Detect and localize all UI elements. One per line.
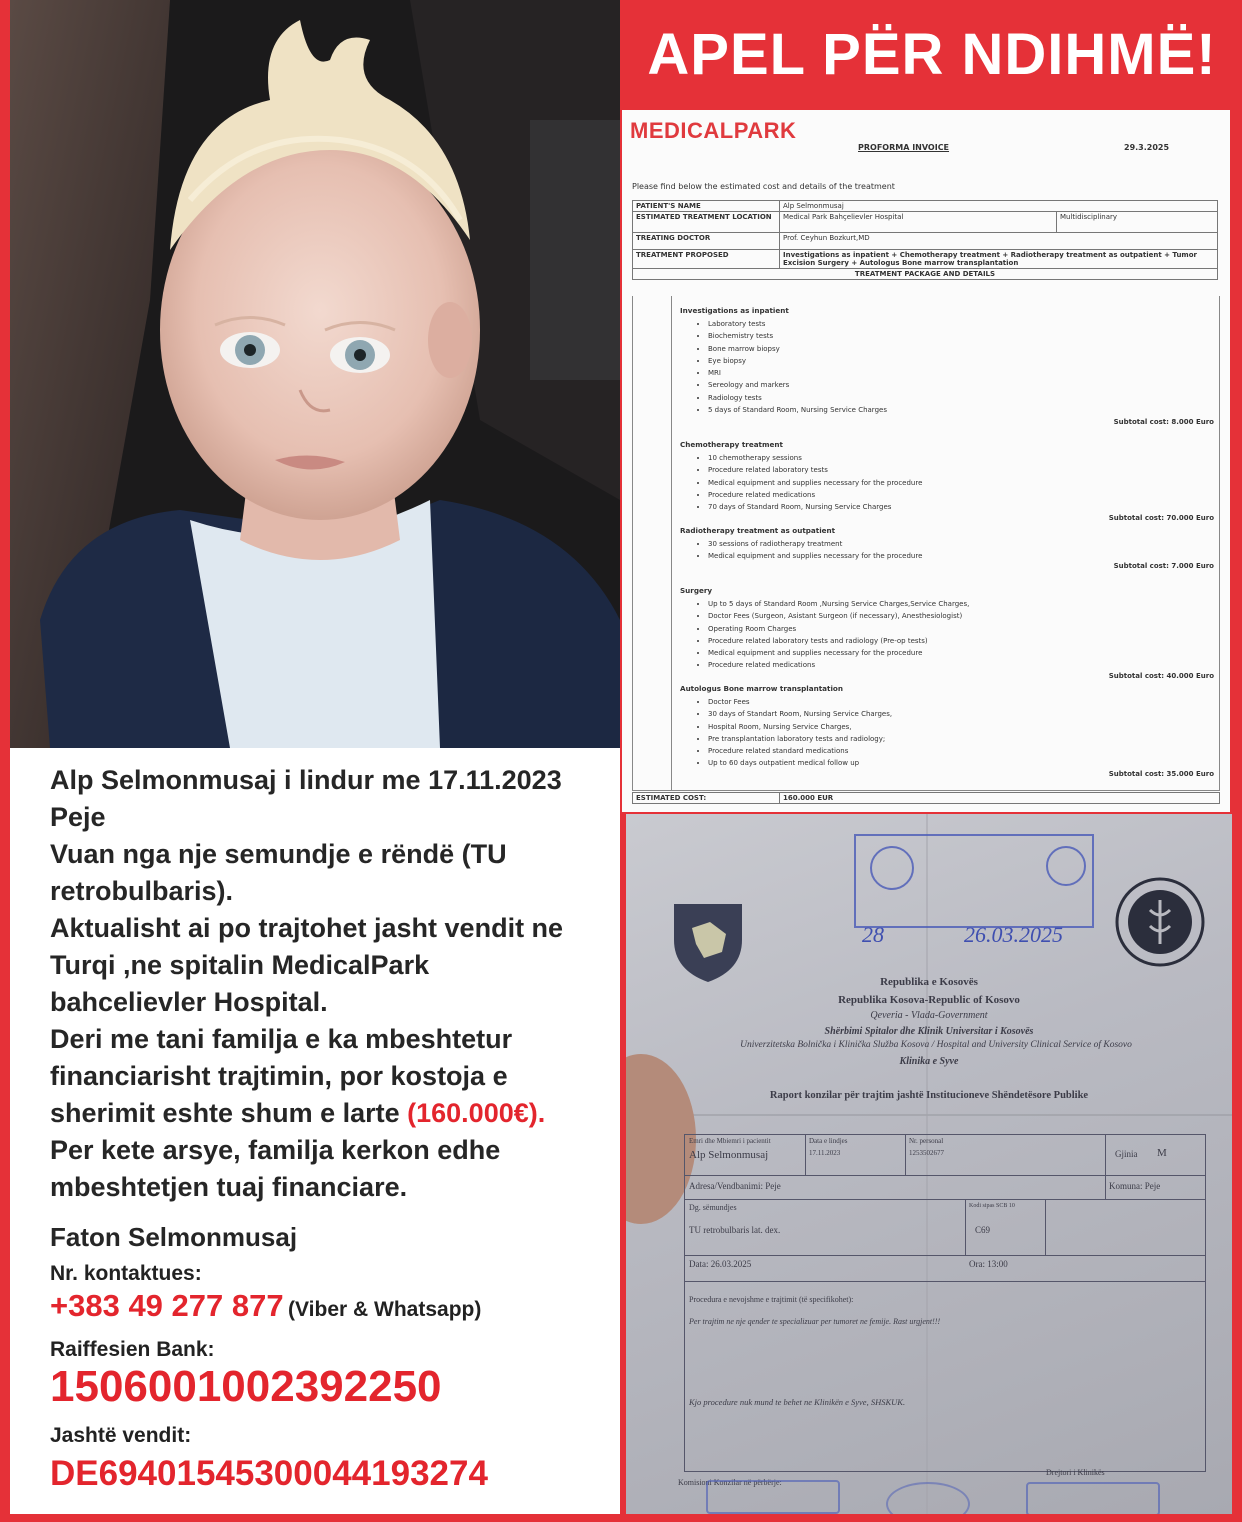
field-label: ESTIMATED TREATMENT LOCATION <box>633 212 780 233</box>
list-item: • Up to 60 days outpatient medical follow up <box>708 757 892 769</box>
form-line <box>805 1135 806 1175</box>
appeal-line: Deri me tani familja e ka mbeshtetur <box>50 1024 513 1054</box>
date-label: Data: 26.03.2025 <box>689 1259 752 1269</box>
appeal-line: mbeshtetjen tuaj financiare. <box>50 1172 408 1202</box>
patient-label: Emri dhe Mbiemri i pacientit <box>689 1137 771 1145</box>
phone-row <box>50 1288 481 1324</box>
stamp-number: 28 <box>862 922 884 947</box>
director-stamp <box>1026 1482 1160 1514</box>
list-item: • Radiology tests <box>708 392 887 404</box>
gender-value: M <box>1157 1147 1167 1159</box>
section-title: Surgery <box>680 586 713 595</box>
subtotal: Subtotal cost: 40.000 Euro <box>1108 672 1214 680</box>
report-title: Raport konzilar për trajtim jashtë Institucioneve Shëndetësore Publike <box>769 1090 1089 1101</box>
banner-title: APEL PËR NDIHMË! <box>647 21 1217 87</box>
abroad-label: Jashtë vendit: <box>50 1424 192 1447</box>
field-label: TREATING DOCTOR <box>633 233 780 250</box>
hospital-service: Shërbimi Spitalor dhe Klinik Universitar i Kosovës <box>824 1026 1034 1037</box>
procedure-text: Per trajtim ne nje qender te specializuar per tumoret ne femije. Rast urgjent!!! <box>689 1317 941 1326</box>
section-items <box>692 538 922 563</box>
table-row <box>633 233 1218 250</box>
section-items <box>692 696 892 770</box>
personal-label: Nr. personal <box>909 1137 944 1145</box>
list-item: • Medical equipment and supplies necessary for the procedure <box>708 550 922 562</box>
patient-name: Alp Selmonmusaj <box>689 1149 769 1161</box>
field-value: Investigations as inpatient + Chemotherapy treatment + Radiotherapy treatment as outpatient + Tumor Excision Surgery + Autologus Bone marrow transplantation <box>780 250 1218 269</box>
form-line <box>685 1175 1205 1176</box>
section-title: Chemotherapy treatment <box>680 440 783 449</box>
table-row <box>633 250 1218 269</box>
phone-number: +383 49 277 877 <box>50 1288 284 1323</box>
appeal-description <box>50 762 610 1206</box>
section-title: Radiotherapy treatment as outpatient <box>680 526 836 535</box>
appeal-line: bahcelievler Hospital. <box>50 987 328 1017</box>
child-photo <box>10 0 620 748</box>
list-item: • Doctor Fees <box>708 696 892 708</box>
personal-value: 1253502677 <box>909 1149 944 1157</box>
table-row <box>633 269 1218 280</box>
cost-highlight: (160.000€). <box>407 1098 546 1128</box>
list-item: • Pre transplantation laboratory tests and radiology; <box>708 733 892 745</box>
republic-sq: Republika e Kosovës <box>880 976 978 988</box>
list-item: • Procedure related medications <box>708 659 969 671</box>
form-line <box>685 1281 1205 1282</box>
note-text: Kjo procedure nuk mund te behet ne Klinikën e Syve, SHSKUK. <box>689 1397 906 1407</box>
phone-label: Nr. kontaktues: <box>50 1262 202 1285</box>
bank-label: Raiffesien Bank: <box>50 1338 215 1361</box>
estimated-cost-label: ESTIMATED COST: <box>633 793 780 804</box>
time-label: Ora: 13:00 <box>969 1259 1008 1269</box>
appeal-line-text: sherimit eshte shum e larte <box>50 1098 408 1128</box>
signature-stamp <box>706 1480 840 1514</box>
medical-report-photo <box>626 814 1232 1514</box>
report-form <box>684 1134 1206 1472</box>
government: Qeveria - Vlada-Government <box>870 1010 988 1021</box>
list-item: • Bone marrow biopsy <box>708 343 887 355</box>
list-item: • Procedure related laboratory tests <box>708 464 922 476</box>
section-items <box>692 598 969 672</box>
form-line <box>685 1255 1205 1256</box>
registration-stamp <box>854 834 1094 928</box>
list-item: • Eye biopsy <box>708 355 887 367</box>
stamp-emblem-icon <box>870 846 914 890</box>
appeal-banner <box>622 0 1242 108</box>
appeal-line: Alp Selmonmusaj i lindur me 17.11.2023 <box>50 765 562 795</box>
appeal-line: Per kete arsye, familja kerkon edhe <box>50 1135 501 1165</box>
package-title: TREATMENT PACKAGE AND DETAILS <box>633 269 1218 280</box>
form-line <box>1045 1199 1046 1255</box>
invoice-date: 29.3.2025 <box>1124 143 1170 152</box>
table-row <box>633 793 1220 804</box>
birth-value: 17.11.2023 <box>809 1149 841 1157</box>
field-label: TREATMENT PROPOSED <box>633 250 780 269</box>
iban: DE69401545300044193274 <box>50 1454 488 1493</box>
appeal-line: Vuan nga nje semundje e rëndë (TU <box>50 839 507 869</box>
subtotal: Subtotal cost: 70.000 Euro <box>1108 514 1214 522</box>
list-item: • Hospital Room, Nursing Service Charges, <box>708 721 892 733</box>
phone-note: (Viber & Whatsapp) <box>288 1298 482 1321</box>
diagnosis-value: TU retrobulbaris lat. dex. <box>689 1225 781 1235</box>
list-item: • Operating Room Charges <box>708 623 969 635</box>
form-line <box>1105 1135 1106 1199</box>
list-item: • Laboratory tests <box>708 318 887 330</box>
table-row <box>633 212 1218 233</box>
code-label: Kodi sipas SCB 10 <box>969 1203 1015 1209</box>
appeal-text-panel <box>10 748 620 1514</box>
form-line <box>965 1199 966 1255</box>
list-item: • 70 days of Standard Room, Nursing Service Charges <box>708 501 922 513</box>
appeal-line: Peje <box>50 802 106 832</box>
clinic-name: Klinika e Syve <box>899 1056 959 1067</box>
form-line <box>905 1135 906 1175</box>
section-title: Investigations as inpatient <box>680 306 789 315</box>
procedure-label: Procedura e nevojshme e trajtimit (të specifikohet): <box>689 1295 854 1304</box>
municipality-label: Komuna: Peje <box>1109 1181 1161 1191</box>
bank-account: 1506001002392250 <box>50 1362 442 1411</box>
birth-label: Data e lindjes <box>809 1137 848 1145</box>
contact-name: Faton Selmonmusaj <box>50 1222 298 1252</box>
subtotal: Subtotal cost: 7.000 Euro <box>1113 562 1214 570</box>
appeal-line: financiarisht trajtimin, por kostoja e <box>50 1061 508 1091</box>
field-label: PATIENT'S NAME <box>633 201 780 212</box>
estimated-cost-table <box>632 792 1220 804</box>
committee-label: Komisioni Konzilar në përbërje: <box>678 1478 782 1487</box>
list-item: • 10 chemotherapy sessions <box>708 452 922 464</box>
list-item: • Serеology and markers <box>708 379 887 391</box>
child-portrait-illustration <box>10 0 620 748</box>
appeal-line: Aktualisht ai po trajtohet jasht vendit ne <box>50 913 564 943</box>
invoice-intro: Please find below the estimated cost and details of the treatment <box>632 182 895 191</box>
package-divider <box>671 296 672 790</box>
list-item: • Doctor Fees (Surgeon, Asistant Surgeon (if necessary), Anesthesiologist) <box>708 610 969 622</box>
list-item: • MRI <box>708 367 887 379</box>
form-line <box>685 1199 1205 1200</box>
subtotal: Subtotal cost: 8.000 Euro <box>1113 418 1214 426</box>
republic-multi: Republika Kosova-Republic of Kosovo <box>838 994 1020 1006</box>
list-item: • Procedure related standard medications <box>708 745 892 757</box>
list-item: • Biochemistry tests <box>708 330 887 342</box>
section-items <box>692 318 887 416</box>
round-stamp <box>886 1482 970 1514</box>
appeal-line <box>50 1095 610 1132</box>
hospital-service-sr: Univerzitetska Bolnička i Klinička Služba Kosova / Hospital and University Clinical Service of Kosovo <box>740 1040 1132 1050</box>
invoice-header-table <box>632 200 1218 280</box>
field-extra: Multidisciplinary <box>1057 212 1218 233</box>
medicalpark-logo: MEDICALPARK <box>630 118 797 143</box>
field-value: Prof. Ceyhun Bozkurt,MD <box>780 233 1218 250</box>
list-item: • Procedure related laboratory tests and radiology (Pre-op tests) <box>708 635 969 647</box>
stamp-emblem-icon <box>1046 846 1086 886</box>
appeal-line: Turqi ,ne spitalin MedicalPark <box>50 950 430 980</box>
address-label: Adresa/Vendbanimi: Peje <box>689 1181 781 1191</box>
diagnosis-label: Dg. sëmundjes <box>689 1203 737 1212</box>
list-item: • Medical equipment and supplies necessary for the procedure <box>708 647 969 659</box>
list-item: • Medical equipment and supplies necessary for the procedure <box>708 477 922 489</box>
field-value: Alp Selmonmusaj <box>780 201 1218 212</box>
code-value: C69 <box>975 1225 991 1235</box>
table-row <box>633 201 1218 212</box>
list-item: • Procedure related medications <box>708 489 922 501</box>
field-value: Medical Park Bahçelievler Hospital <box>780 212 1057 233</box>
list-item: • 30 sessions of radiotherapy treatment <box>708 538 922 550</box>
list-item: • 5 days of Standard Room, Nursing Service Charges <box>708 404 887 416</box>
stamp-date: 26.03.2025 <box>964 922 1063 947</box>
list-item: • Up to 5 days of Standard Room ,Nursing Service Charges,Service Charges, <box>708 598 969 610</box>
subtotal: Subtotal cost: 35.000 Euro <box>1108 770 1214 778</box>
director-label: Drejtori i Klinikës <box>1046 1468 1105 1477</box>
paper-fold <box>626 1114 1232 1116</box>
gender-label: Gjinia <box>1115 1149 1138 1159</box>
section-title: Autologus Bone marrow transplantation <box>680 684 843 693</box>
kosovo-emblem-icon <box>670 900 746 984</box>
appeal-line: retrobulbaris). <box>50 876 234 906</box>
section-items <box>692 452 922 513</box>
estimated-cost-value: 160.000 EUR <box>780 793 1220 804</box>
invoice-title: PROFORMA INVOICE <box>858 143 950 152</box>
proforma-invoice <box>622 110 1230 812</box>
list-item: • 30 days of Standart Room, Nursing Service Charges, <box>708 708 892 720</box>
clinic-seal-icon <box>1114 876 1206 968</box>
